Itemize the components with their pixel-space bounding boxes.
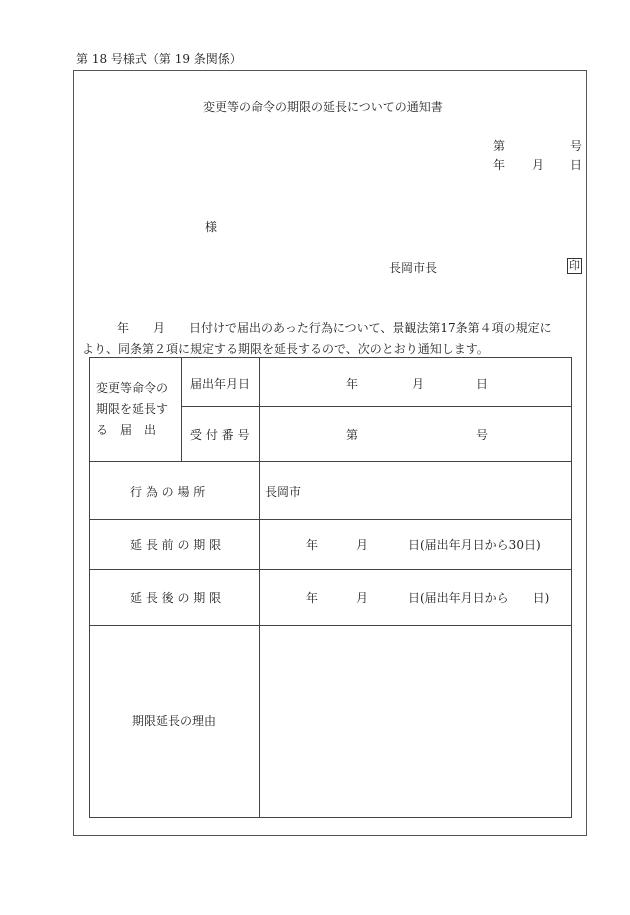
group-label-line-3: る 届 出 <box>96 423 157 437</box>
date-year: 年 <box>493 158 506 172</box>
receipt-number-label: 受 付 番 号 <box>190 428 250 442</box>
filing-date-year: 年 <box>346 377 359 391</box>
after-deadline-month: 月 <box>356 591 369 605</box>
before-deadline-label: 延 長 前 の 期 限 <box>130 538 222 552</box>
receipt-number-prefix: 第 <box>346 428 359 442</box>
issuer: 長岡市長 <box>389 261 438 275</box>
reason-value[interactable] <box>266 640 562 810</box>
table-rule <box>181 358 182 461</box>
location-label: 行 為 の 場 所 <box>130 485 206 499</box>
table-rule <box>259 358 260 817</box>
after-deadline-day: 日(届出年月日から 日) <box>408 591 550 605</box>
before-deadline-month: 月 <box>356 538 369 552</box>
body-line-2: より、同条第２項に規定する期限を延長するので、次のとおり通知します。 <box>82 342 489 356</box>
number-suffix: 号 <box>570 139 583 153</box>
table-rule <box>90 461 571 462</box>
filing-date-day: 日 <box>476 377 489 391</box>
group-label-line-2: 期限を延長す <box>96 402 169 416</box>
table-rule <box>90 625 571 626</box>
filing-date-month: 月 <box>412 377 425 391</box>
receipt-number-suffix: 号 <box>476 428 489 442</box>
before-deadline-year: 年 <box>306 538 319 552</box>
table-rule <box>90 519 571 520</box>
form-number: 第 18 号様式（第 19 条関係） <box>76 52 242 66</box>
location-value: 長岡市 <box>265 485 302 499</box>
group-label-line-1: 変更等命令の <box>96 381 169 395</box>
addressee-suffix: 様 <box>205 220 218 234</box>
body-line-1: 年 月 日付けで届出のあった行為について、景観法第17条第４項の規定に <box>117 321 552 335</box>
reason-label: 期限延長の理由 <box>132 714 217 728</box>
after-deadline-year: 年 <box>306 591 319 605</box>
after-deadline-label: 延 長 後 の 期 限 <box>130 591 222 605</box>
table-rule <box>90 569 571 570</box>
before-deadline-day: 日(届出年月日から30日) <box>408 538 541 552</box>
date-day: 日 <box>570 158 583 172</box>
table-rule <box>181 406 571 407</box>
seal-stamp: 印 <box>569 259 580 272</box>
date-month: 月 <box>532 158 545 172</box>
filing-date-label: 届出年月日 <box>190 377 251 391</box>
document-title: 変更等の命令の期限の延長についての通知書 <box>203 100 443 114</box>
number-prefix: 第 <box>493 139 506 153</box>
